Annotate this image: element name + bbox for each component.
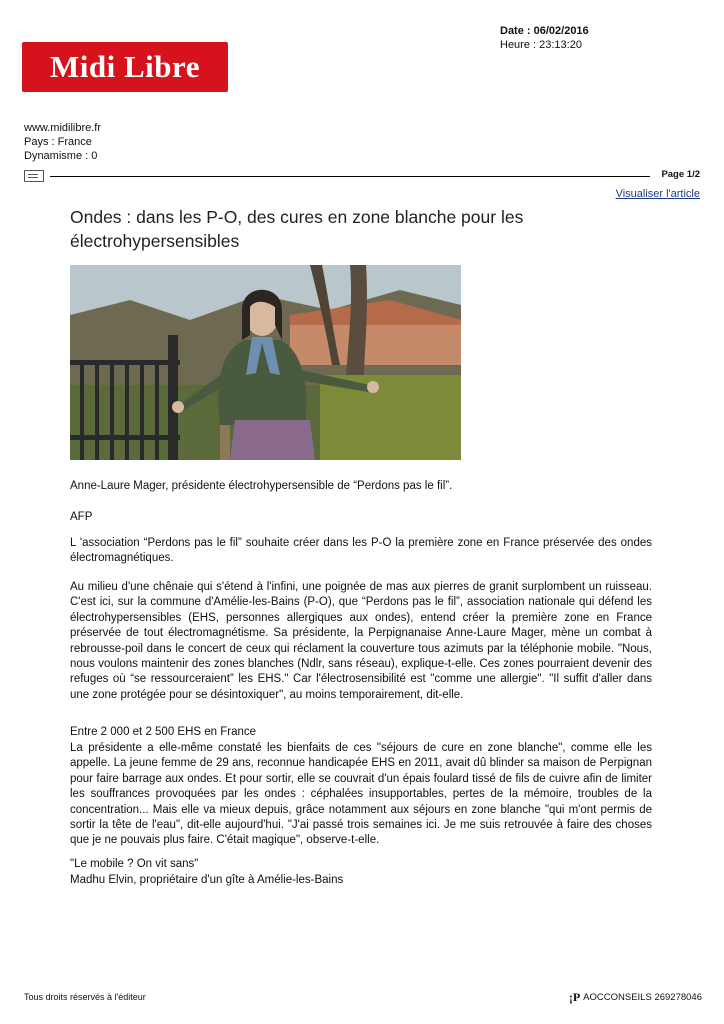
rights-notice: Tous droits réservés à l'éditeur (24, 992, 146, 1002)
subheading-ehs: Entre 2 000 et 2 500 EHS en France (70, 726, 257, 738)
paragraph-body-2: La présidente a elle-même constaté les bienfaits de ces "séjours de cure en zone blanche", comme elle les appelle. La jeune femme de 29 ans, reconnue handicapée EHS en 2011, avait dû blinder sa maison de Perpignan pour faire barrage aux ondes. Et pour sortir, elle se couvrait d'un épais foulard tissé de fils de cuivre afin de limiter les souffrances provoquées par les ondes : céphalées insupportables, pertes de la mémoire, troubles de la concentration... Mais elle va mieux depuis, grâce notamment aux séjours en zone blanche "qui m'ont permis de sortir la tête de l'eau", dit-elle aujourd'hui. "J'ai passé trois semaines ici. Je me suis retrouvée à faire des choses que je ne pouvais plus faire. C'était magique", observe-t-elle. (70, 742, 652, 847)
footer-code-text: AOCCONSEILS 269278046 (583, 992, 702, 1003)
quote-attribution: Madhu Elvin, propriétaire d'un gîte à Amélie-les-Bains (70, 874, 344, 886)
article-photo (70, 265, 461, 460)
date-box (500, 24, 589, 52)
document-icon (24, 170, 44, 182)
view-article-link[interactable]: Visualiser l'article (615, 188, 700, 200)
page-number: Page 1/2 (661, 169, 700, 180)
country-line: Pays : France (24, 136, 92, 148)
time-line: Heure : 23:13:20 (500, 39, 582, 51)
dynamism-line: Dynamisme : 0 (24, 150, 98, 162)
midi-libre-logo (22, 42, 228, 92)
source-line: AFP (70, 511, 93, 523)
paragraph-intro: L 'association “Perdons pas le fil” souhaite créer dans les P-O la première zone en France préservée des ondes électromagnétiques. (70, 537, 652, 565)
quote-heading: "Le mobile ? On vit sans" (70, 858, 199, 870)
footer-code (569, 990, 702, 1005)
article-title: Ondes : dans les P-O, des cures en zone blanche pour les électrohypersensibles (70, 207, 524, 251)
photo-caption: Anne-Laure Mager, présidente électrohypersensible de “Perdons pas le fil”. (70, 480, 453, 492)
p-icon: ¡P (568, 990, 581, 1004)
publication-meta (24, 121, 101, 163)
paragraph-body-1: Au milieu d'une chênaie qui s'étend à l'infini, une poignée de mas aux pierres de granit surplombent un ruisseau. C'est ici, sur la commune d'Amélie-les-Bains (P-O), que “Perdons pas le fil”, association nationale qui défend les électrohypersensibles (EHS, personnes allergiques aux ondes), entend créer la première zone en France préservée de tout électromagnétisme. Sa présidente, la Perpignanaise Anne-Laure Mager, mène un combat à rebrousse-poil dans le concert de ceux qui réclament la couverture tous azimuts par la téléphonie mobile. "Nous, nous voulons maintenir des zones blanches (Ndlr, sans réseau), explique-t-elle. Ces zones pourraient devenir des refuges où “se ressourceraient” les EHS." Car l'électrosensibilité est "comme une allergie". "Il suffit d'aller dans une zone protégée pour se désintoxiquer", au moins temporairement, dit-elle. (70, 581, 652, 701)
date-line: Date : 06/02/2016 (500, 25, 589, 37)
header-rule (50, 176, 650, 177)
site-url: www.midilibre.fr (24, 122, 102, 134)
logo-text: Midi Libre (50, 49, 200, 84)
